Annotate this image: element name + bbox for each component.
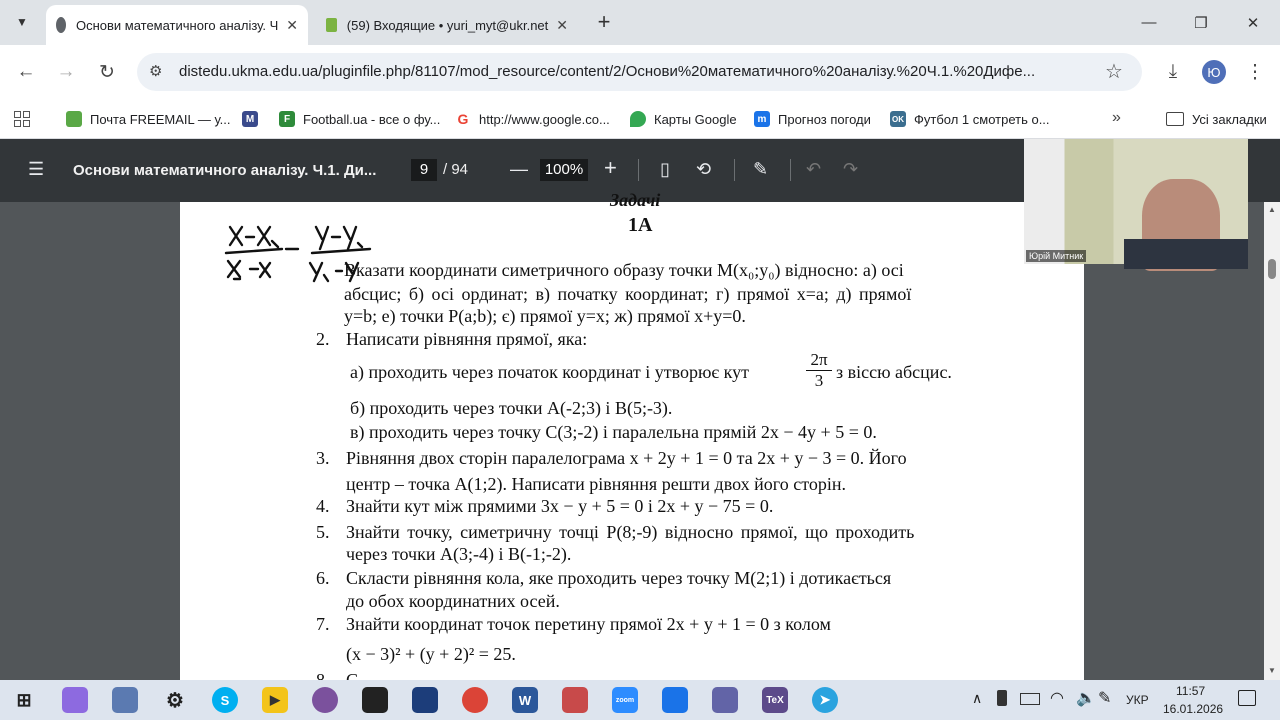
webcam-overlay xyxy=(1024,139,1248,264)
calculator-icon[interactable] xyxy=(112,687,138,713)
close-icon[interactable]: ✕ xyxy=(556,16,568,33)
google-icon: G xyxy=(455,111,471,127)
fit-page-icon[interactable]: ▯ xyxy=(660,159,670,179)
plus-icon: + xyxy=(597,9,611,34)
item-2a-text: а) проходить через початок координат і утворює кут xyxy=(350,362,749,382)
reload-icon: ↻ xyxy=(99,61,115,83)
bookmark-google[interactable]: G http://www.google.co... xyxy=(455,108,610,130)
photos-icon[interactable] xyxy=(662,687,688,713)
profile-initial: Ю xyxy=(1207,64,1221,80)
bookmark-m[interactable] xyxy=(242,108,266,130)
item-1-line-3: y=b; е) точки P(a;b); є) прямої y=x; ж) прямої x+y=0. xyxy=(344,306,746,326)
item-3-line-2: центр – точка A(1;2). Написати рівняння решти двох його сторін. xyxy=(346,474,846,494)
bookmark-weather[interactable]: m Прогноз погоди xyxy=(754,108,871,130)
notifications-icon[interactable] xyxy=(1238,690,1256,706)
scroll-thumb[interactable] xyxy=(1268,259,1276,279)
item-6-line-2: до обох координатних осей. xyxy=(346,591,560,611)
meteo-icon: m xyxy=(754,111,770,127)
back-button[interactable] xyxy=(11,57,41,87)
item-7-number: 7. xyxy=(316,614,330,634)
film-icon[interactable] xyxy=(362,687,388,713)
item-3-number: 3. xyxy=(316,448,330,468)
all-bookmarks[interactable]: Усі закладки xyxy=(1166,108,1267,130)
item-2-number: 2. xyxy=(316,329,330,349)
maps-pin-icon xyxy=(630,111,646,127)
page-number-input[interactable]: 9 xyxy=(411,159,437,181)
zoom-out-button[interactable]: — xyxy=(510,159,528,179)
scroll-up-icon[interactable]: ▲ xyxy=(1268,205,1276,214)
pdf-viewer[interactable] xyxy=(0,190,1264,680)
freemail-icon xyxy=(66,111,82,127)
chrome-icon[interactable] xyxy=(462,687,488,713)
page-total: / 94 xyxy=(443,161,469,178)
globe-icon xyxy=(56,17,66,33)
language-indicator[interactable]: УКР xyxy=(1126,693,1149,707)
page-heading: 1А xyxy=(628,214,653,236)
heading-partial: Задачі xyxy=(610,190,661,210)
tab-search-button[interactable] xyxy=(10,10,34,34)
minimize-button[interactable]: — xyxy=(1141,14,1157,31)
item-5-line-1: Знайти точку, симетричну точці P(8;-9) відносно прямої, що проходить xyxy=(346,522,915,542)
tex-icon[interactable]: TeX xyxy=(762,687,788,713)
item-1-line-2: абсцис; б) осі ординат; в) початку координат; г) прямої x=a; д) прямої xyxy=(344,284,912,304)
pdf-title: Основи математичного аналізу. Ч.1. Ди... xyxy=(73,162,377,179)
skype-icon[interactable]: S xyxy=(212,687,238,713)
paint-icon[interactable] xyxy=(562,687,588,713)
tray-chevron-up-icon[interactable]: ∧ xyxy=(972,690,983,706)
webcam-name: Юрій Митник xyxy=(1026,250,1086,262)
clock-date[interactable]: 16.01.2026 xyxy=(1163,702,1224,716)
bookmark-football[interactable]: F Football.ua - все о фу... xyxy=(279,108,440,130)
restore-button[interactable]: ❐ xyxy=(1194,14,1208,32)
battery-icon[interactable] xyxy=(1020,693,1040,705)
bookmark-maps[interactable]: Карты Google xyxy=(630,108,737,130)
ok-icon: OK xyxy=(890,111,906,127)
address-bar[interactable] xyxy=(137,53,1142,91)
hamburger-menu-icon[interactable]: ☰ xyxy=(28,159,45,179)
arrow-left-icon: ← xyxy=(16,61,36,82)
wifi-icon[interactable]: ◠ xyxy=(1050,690,1064,707)
clock-time[interactable]: 11:57 xyxy=(1176,684,1206,698)
volume-icon[interactable]: 🔈 xyxy=(1076,690,1096,707)
item-3-line-1: Рівняння двох сторін паралелограма x + 2y + 1 = 0 та 2x + y − 3 = 0. Його xyxy=(346,448,907,468)
more-bookmarks-icon[interactable]: » xyxy=(1112,109,1121,126)
new-tab-button[interactable] xyxy=(592,10,616,34)
taskbar xyxy=(0,680,1280,720)
media-player-icon[interactable]: ▶ xyxy=(262,687,288,713)
pdf-page xyxy=(180,190,1084,680)
bookmarks-bar xyxy=(0,100,1280,139)
telegram-icon[interactable]: ➤ xyxy=(812,687,838,713)
start-windows-icon[interactable]: ⊞ xyxy=(16,689,32,710)
item-2a-tail: з віссю абсцис. xyxy=(836,362,952,382)
url-text[interactable]: distedu.ukma.edu.ua/pluginfile.php/81107/mod_resource/content/2/Основи%20математичного%20аналізу.%20Ч.1.%20Дифе... xyxy=(179,63,1036,80)
mail-icon xyxy=(326,18,337,32)
item-4-number: 4. xyxy=(316,496,330,516)
zoom-icon[interactable]: zoom xyxy=(612,687,638,713)
browser-toolbar xyxy=(0,45,1280,100)
fraction-denominator: 3 xyxy=(814,371,824,390)
zoom-in-button[interactable]: + xyxy=(604,155,617,180)
reload-button[interactable] xyxy=(92,57,122,87)
item-6-number: 6. xyxy=(316,568,330,588)
football-icon: F xyxy=(279,111,295,127)
usb-icon[interactable] xyxy=(997,690,1007,706)
tab-title: (59) Входящие • yuri_myt@ukr.net xyxy=(346,17,549,33)
arrow-right-icon: → xyxy=(56,61,76,82)
apps-icon[interactable] xyxy=(14,111,30,127)
zoom-level[interactable]: 100% xyxy=(540,159,588,181)
chevron-down-icon: ▼ xyxy=(16,15,28,29)
undo-icon[interactable]: ↶ xyxy=(806,159,822,179)
download-button[interactable] xyxy=(1158,57,1188,87)
item-2b-text: б) проходить через точки A(-2;3) і B(5;-3). xyxy=(350,398,673,418)
tab-title: Основи математичного аналізу. Ч xyxy=(75,17,279,33)
tab-mail[interactable] xyxy=(316,5,578,45)
close-icon[interactable]: ✕ xyxy=(286,16,298,33)
menu-button[interactable] xyxy=(1240,57,1270,87)
folder-icon xyxy=(1166,112,1184,126)
annotate-pen-icon[interactable]: ✎ xyxy=(753,159,769,179)
scroll-down-icon[interactable]: ▼ xyxy=(1268,666,1276,675)
forward-button[interactable] xyxy=(51,57,81,87)
item-5-number: 5. xyxy=(316,522,330,542)
teams-icon[interactable] xyxy=(712,687,738,713)
fraction xyxy=(806,350,832,391)
sound-editor-icon[interactable] xyxy=(412,687,438,713)
tab-pdf[interactable] xyxy=(46,5,308,45)
rotate-icon[interactable]: ⟲ xyxy=(696,159,712,179)
pen-icon[interactable]: ✎ xyxy=(1098,690,1112,707)
item-6-line-1: Скласти рівняння кола, яке проходить через точку M(2;1) і дотикається xyxy=(346,568,892,588)
item-7-line-1: Знайти координат точок перетину прямої 2x + y + 1 = 0 з колом xyxy=(346,614,831,634)
item-7-line-2: (x − 3)² + (y + 2)² = 25. xyxy=(346,644,516,664)
bookmark-football1[interactable]: OK Футбол 1 смотреть о... xyxy=(892,111,1050,127)
profile-avatar[interactable] xyxy=(1202,60,1226,84)
download-icon: ⤓ xyxy=(1168,61,1178,82)
word-icon[interactable]: W xyxy=(512,687,538,713)
viewer-scrollbar[interactable] xyxy=(1264,202,1280,680)
item-2-text: Написати рівняння прямої, яка: xyxy=(346,329,588,349)
settings-gear-icon[interactable]: ⚙ xyxy=(166,689,184,712)
item-4-text: Знайти кут між прямими 3x − y + 5 = 0 і 2x + y − 75 = 0. xyxy=(346,496,774,516)
item-2c-text: в) проходить через точку C(3;-2) і паралельна прямій 2x − 4y + 5 = 0. xyxy=(350,422,877,442)
item-5-line-2: через точки A(3;-4) і B(-1;-2). xyxy=(346,544,572,564)
kebab-menu-icon: ⋮ xyxy=(1245,61,1265,83)
site-info-icon[interactable]: ⚙ xyxy=(149,63,163,80)
fraction-numerator: 2π xyxy=(806,350,832,371)
bookmark-star-icon[interactable]: ☆ xyxy=(1105,61,1123,83)
item-1-line-1: Вказати координати симетричного образу точки M(x₀;y₀) відносно: а) осі xyxy=(344,260,904,280)
m-logo-icon: M xyxy=(242,111,258,127)
redo-icon[interactable]: ↷ xyxy=(843,159,859,179)
viber-icon[interactable] xyxy=(312,687,338,713)
tab-strip xyxy=(0,0,1280,45)
close-window-button[interactable]: ✕ xyxy=(1246,14,1260,32)
copilot-icon[interactable] xyxy=(62,687,88,713)
bookmark-freemail[interactable]: Почта FREEMAIL — у... xyxy=(66,108,231,130)
